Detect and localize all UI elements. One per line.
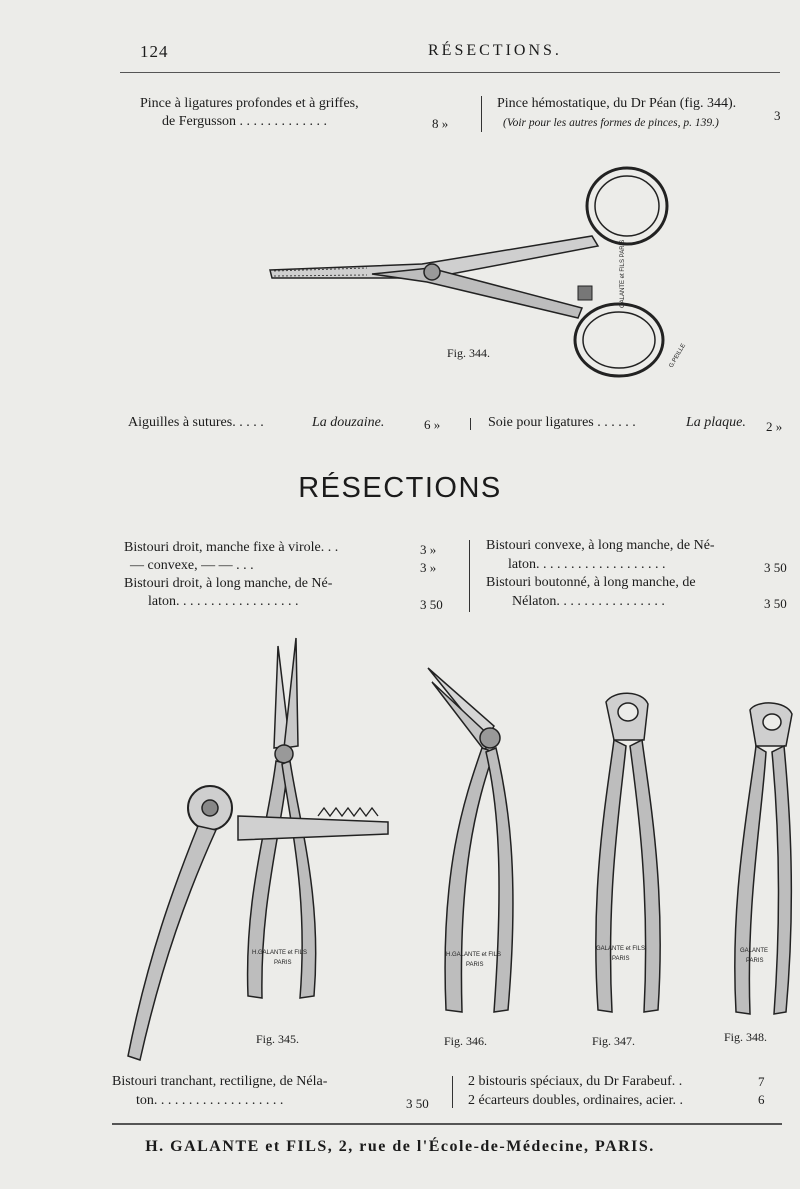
fig346-stamp-1: H.GALANTE et FILS — [446, 952, 502, 958]
pean-note: (Voir pour les autres formes de pinces, p. 139.) — [503, 117, 719, 129]
farabeuf-price: 7 — [758, 1074, 765, 1089]
fergusson-price: 8 » — [432, 116, 449, 131]
resection-right-4-price: 3 50 — [764, 596, 787, 611]
forceps-stamp: GALANTE et FILS PARIS — [620, 239, 626, 308]
aiguilles-unit: La douzaine. — [312, 415, 385, 430]
pean-price: 3 — [774, 108, 781, 123]
resection-left-4-price: 3 50 — [420, 597, 443, 612]
soie-unit: La plaque. — [686, 415, 746, 430]
page-number: 124 — [140, 42, 169, 61]
resection-left-1-price: 3 » — [420, 542, 437, 557]
running-title: RÉSECTIONS. — [428, 42, 562, 59]
bistouri-tranchant-line-2: ton. . . . . . . . . . . . . . . . . . . — [136, 1093, 284, 1108]
soie-label: Soie pour ligatures . . . . . . — [488, 415, 636, 430]
resection-right-2: laton. . . . . . . . . . . . . . . . . . . — [508, 557, 666, 572]
suture-separator — [470, 418, 471, 430]
fig347-stamp-2: PARIS — [612, 956, 630, 962]
aiguilles-label: Aiguilles à sutures. . . . . — [128, 415, 264, 430]
fig347-caption: Fig. 347. — [592, 1034, 636, 1048]
forceps-engraver: G.PEILLE — [668, 342, 688, 369]
header-rule — [120, 72, 780, 73]
column-separator — [481, 96, 482, 132]
resections-separator — [469, 540, 470, 612]
fergusson-line-2: de Fergusson . . . . . . . . . . . . . — [162, 114, 328, 129]
fig348-caption: Fig. 348. — [724, 1030, 768, 1044]
section-title: RÉSECTIONS — [298, 472, 502, 504]
cutting-forceps-illustration — [716, 700, 800, 1030]
footer-rule — [112, 1123, 782, 1125]
fig347-stamp-1: GALANTE et FILS — [596, 946, 646, 952]
ecarteurs-price: 6 — [758, 1092, 765, 1107]
resection-shears-illustration — [118, 636, 394, 1068]
resection-right-2-price: 3 50 — [764, 560, 787, 575]
resection-right-3: Bistouri boutonné, à long manche, de — [486, 575, 696, 590]
resection-left-1: Bistouri droit, manche fixe à virole. . . — [124, 540, 339, 555]
fig348-stamp-1: GALANTE — [740, 948, 769, 954]
fig348-stamp-2: PARIS — [746, 958, 764, 964]
resection-right-4: Nélaton. . . . . . . . . . . . . . . . — [512, 594, 665, 609]
soie-price: 2 » — [766, 419, 783, 434]
pean-line: Pince hémostatique, du Dr Péan (fig. 344). — [497, 96, 737, 111]
bistouri-tranchant-price: 3 50 — [406, 1096, 429, 1111]
ecarteurs-line: 2 écarteurs doubles, ordinaires, acier. . — [468, 1093, 683, 1108]
resection-left-4: laton. . . . . . . . . . . . . . . . . . — [148, 594, 299, 609]
fig345-stamp-1: H.GALANTE et FILS — [252, 950, 308, 956]
fig345-stamp-2: PARIS — [274, 960, 292, 966]
fig346-caption: Fig. 346. — [444, 1034, 488, 1048]
bone-forceps-illustration — [584, 690, 674, 1030]
bottom-separator — [452, 1076, 453, 1108]
resection-right-1: Bistouri convexe, à long manche, de Né- — [486, 538, 715, 553]
fig344-caption: Fig. 344. — [447, 346, 491, 360]
fergusson-line-1: Pince à ligatures profondes et à griffes, — [140, 96, 359, 111]
aiguilles-price: 6 » — [424, 417, 441, 432]
publisher-footer: H. GALANTE et FILS, 2, rue de l'École-de-Médecine, PARIS. — [145, 1138, 655, 1155]
farabeuf-line: 2 bistouris spéciaux, du Dr Farabeuf. . — [468, 1074, 683, 1089]
resection-left-3: Bistouri droit, à long manche, de Né- — [124, 576, 333, 591]
resection-left-2: — convexe, — — . . . — [130, 558, 254, 573]
angled-shears-illustration — [424, 660, 534, 1030]
fig346-stamp-2: PARIS — [466, 962, 484, 968]
bistouri-tranchant-line-1: Bistouri tranchant, rectiligne, de Néla- — [112, 1074, 328, 1089]
fig345-caption: Fig. 345. — [256, 1032, 300, 1046]
resection-left-2-price: 3 » — [420, 560, 437, 575]
